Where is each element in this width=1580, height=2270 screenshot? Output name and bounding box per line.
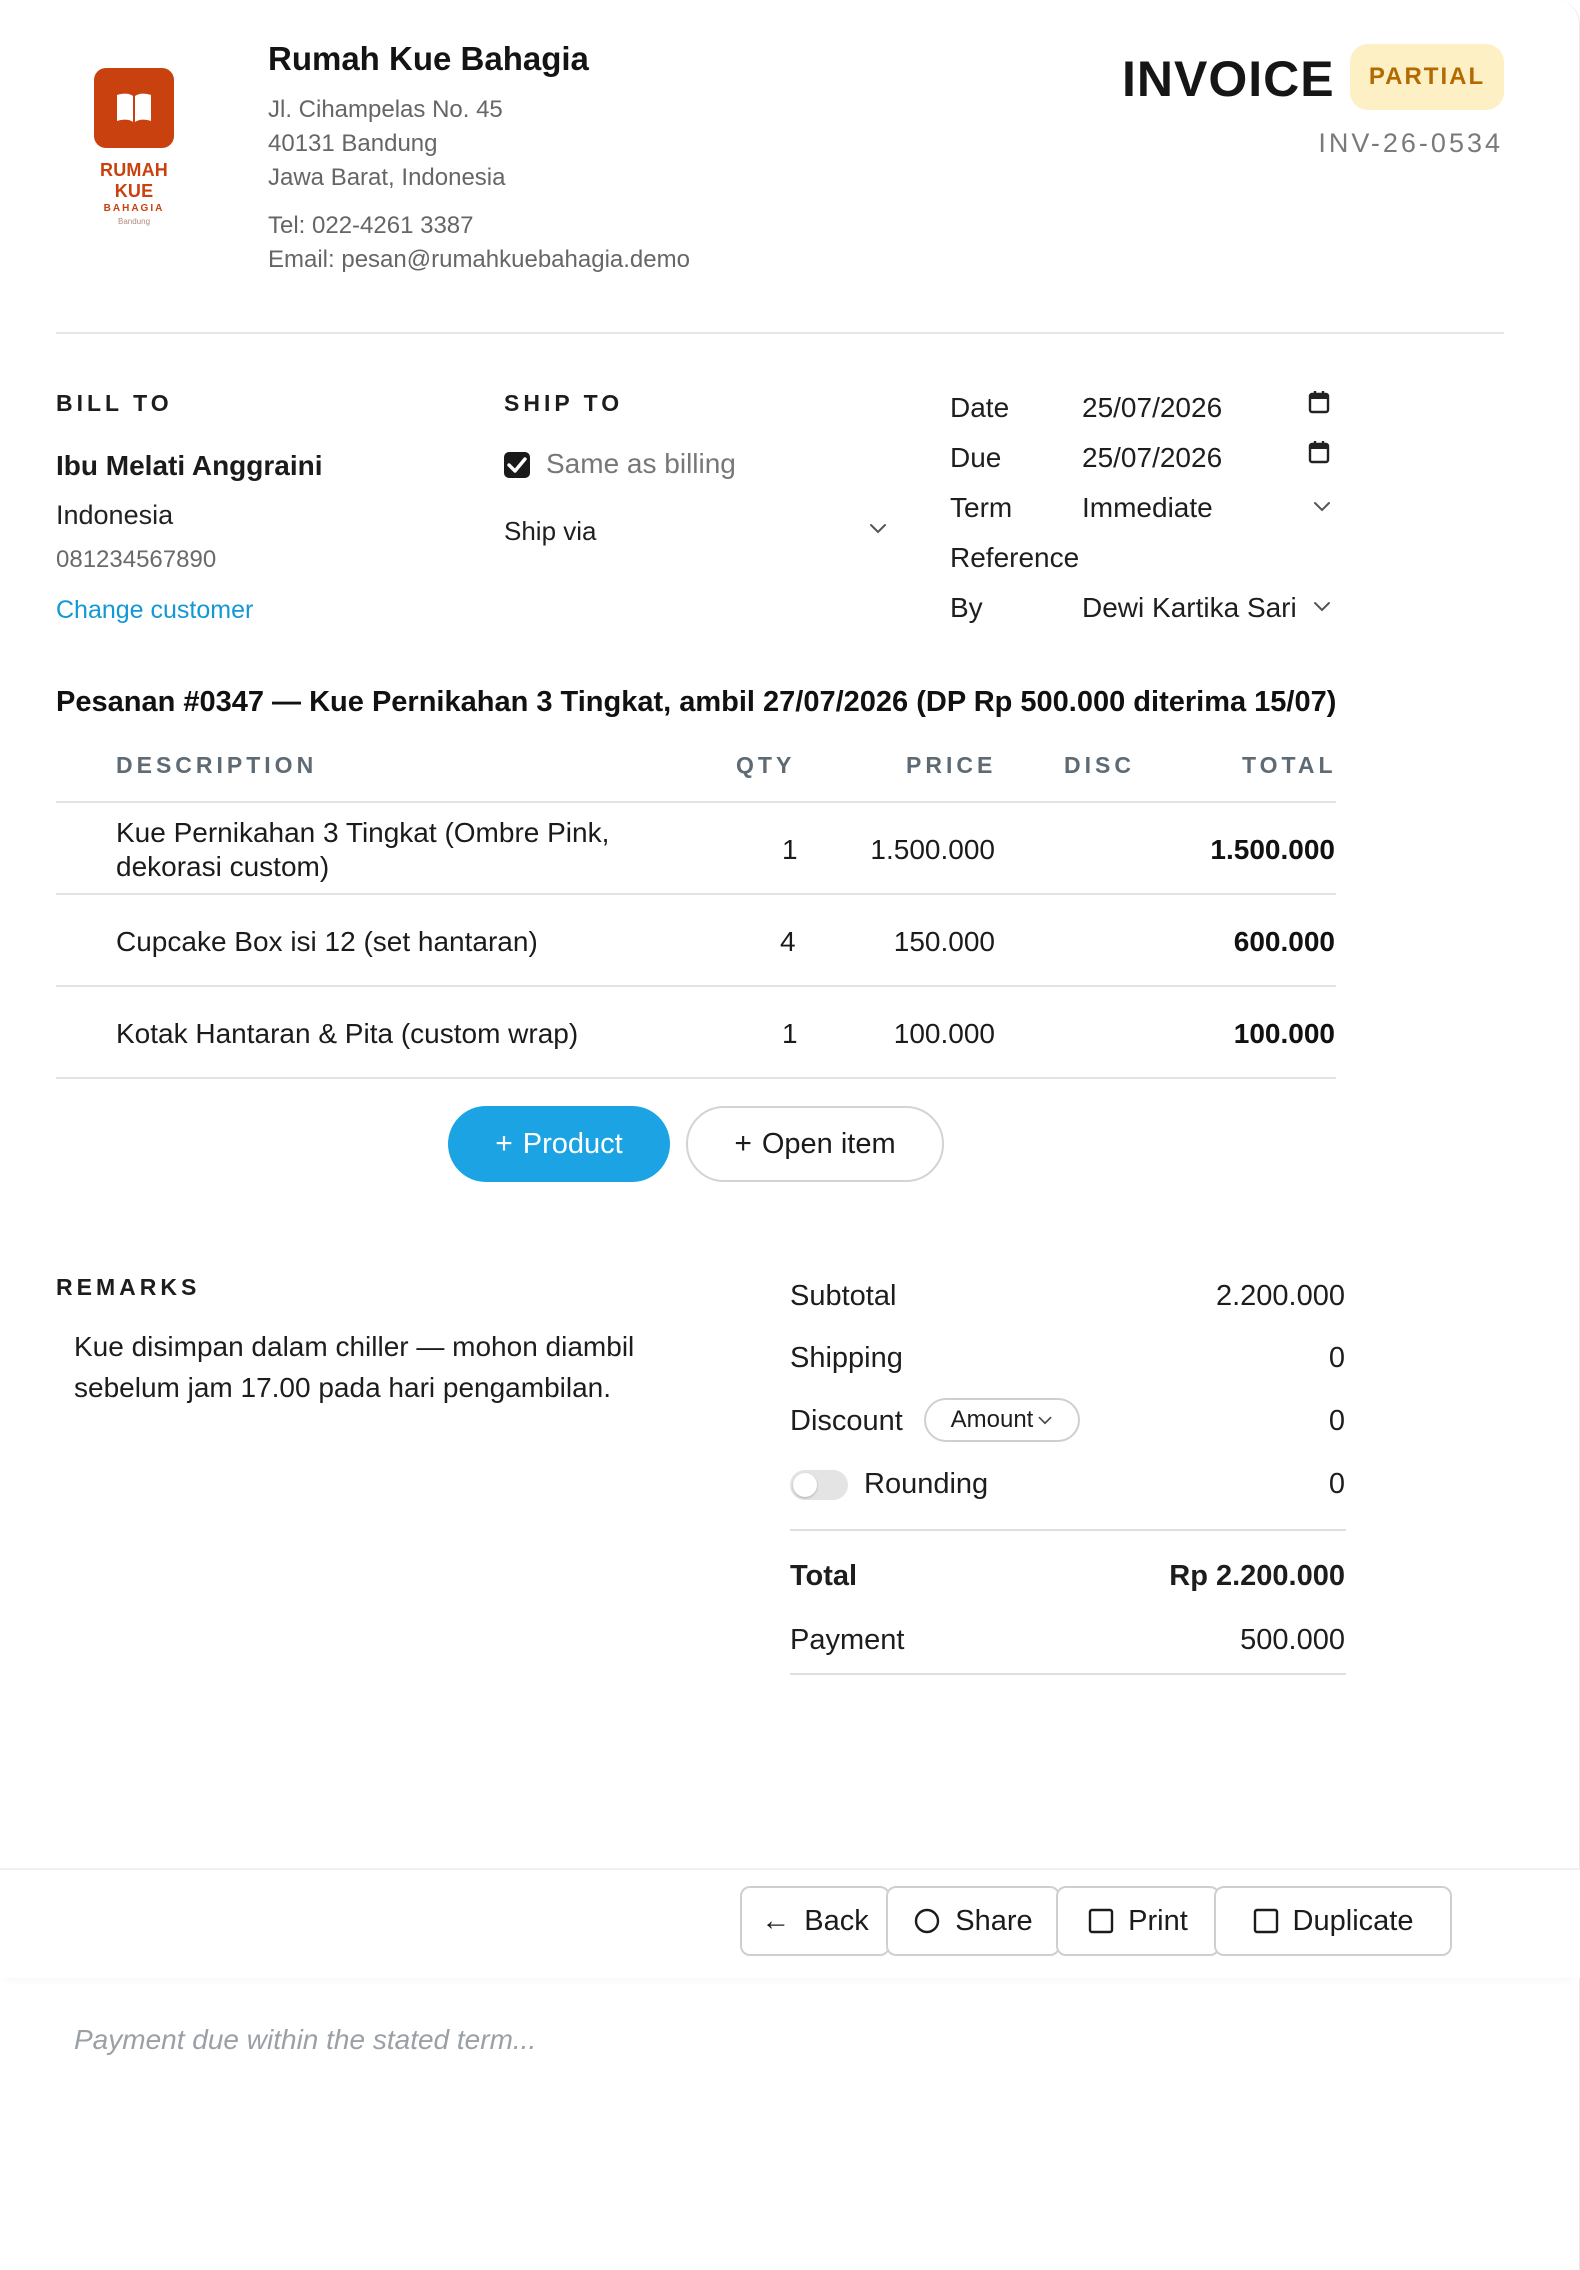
share-label: Share bbox=[955, 1904, 1033, 1937]
chevron-down-icon[interactable] bbox=[1312, 496, 1332, 516]
shipping-label: Shipping bbox=[790, 1342, 903, 1374]
rounding-value: 0 bbox=[1328, 1468, 1345, 1500]
square-icon bbox=[1088, 1908, 1114, 1934]
bill-to-heading: BILL TO bbox=[56, 390, 173, 416]
same-as-billing-checkbox[interactable] bbox=[504, 452, 530, 478]
discount-label: Discount bbox=[790, 1405, 903, 1437]
payment-label: Payment bbox=[790, 1624, 905, 1656]
column-header-total: TOTAL bbox=[1242, 752, 1337, 778]
back-label: Back bbox=[804, 1904, 869, 1937]
rounding-toggle[interactable] bbox=[790, 1470, 848, 1500]
add-product-button[interactable] bbox=[448, 1106, 670, 1182]
due-date-field[interactable]: 25/07/2026 bbox=[1082, 442, 1223, 473]
term-select[interactable]: Immediate bbox=[1082, 492, 1213, 523]
item-qty[interactable]: 4 bbox=[780, 926, 796, 957]
item-price[interactable]: 150.000 bbox=[893, 926, 995, 957]
term-label: Term bbox=[950, 492, 1013, 523]
company-name: Rumah Kue Bahagia bbox=[268, 40, 589, 77]
customer-name: Ibu Melati Anggraini bbox=[56, 450, 323, 481]
discount-value[interactable]: 0 bbox=[1328, 1405, 1345, 1437]
chevron-down-icon[interactable] bbox=[1312, 596, 1332, 616]
item-description[interactable]: Cupcake Box isi 12 (set hantaran) bbox=[116, 926, 538, 957]
item-total: 1.500.000 bbox=[1210, 834, 1335, 865]
invoice-title: INVOICE bbox=[1122, 51, 1335, 107]
logo-text: RUMAH KUE bbox=[100, 160, 168, 201]
ship-via-select[interactable]: Ship via bbox=[504, 516, 597, 546]
item-description[interactable] bbox=[116, 816, 609, 884]
invoice-number: INV-26-0534 bbox=[1318, 128, 1503, 158]
discount-mode-value: Amount bbox=[950, 1406, 1034, 1433]
table-divider bbox=[56, 893, 1336, 895]
item-price[interactable]: 1.500.000 bbox=[870, 834, 995, 865]
item-description-line: Kue Pernikahan 3 Tingkat (Ombre Pink, bbox=[116, 817, 610, 848]
company-address-line: Jawa Barat, Indonesia bbox=[268, 164, 506, 191]
plus-icon: + bbox=[495, 1127, 513, 1160]
company-logo bbox=[84, 58, 184, 226]
status-badge: PARTIAL bbox=[1350, 44, 1504, 110]
total-value: Rp 2.200.000 bbox=[1169, 1560, 1345, 1592]
column-header-price: PRICE bbox=[906, 752, 997, 778]
item-description-line: dekorasi custom) bbox=[116, 851, 330, 882]
by-label: By bbox=[950, 592, 983, 623]
totals-divider bbox=[790, 1673, 1346, 1675]
calendar-icon[interactable] bbox=[1308, 390, 1330, 414]
logo-city: Bandung bbox=[117, 217, 151, 226]
total-label: Total bbox=[790, 1560, 858, 1592]
column-header-disc: DISC bbox=[1064, 752, 1135, 778]
order-title: Pesanan #0347 — Kue Pernikahan 3 Tingkat, ambil 27/07/2026 (DP Rp 500.000 diterima 15/07) bbox=[56, 686, 1337, 718]
duplicate-label: Duplicate bbox=[1292, 1904, 1414, 1937]
header-divider bbox=[56, 332, 1504, 334]
chevron-down-icon[interactable] bbox=[868, 518, 888, 538]
back-button[interactable] bbox=[740, 1886, 890, 1956]
remarks-text[interactable]: Kue disimpan dalam chiller — mohon diambil sebelum jam 17.00 pada hari pengambilan. bbox=[74, 1331, 635, 1403]
table-divider bbox=[56, 1077, 1336, 1079]
print-button[interactable] bbox=[1056, 1886, 1220, 1956]
column-header-description: DESCRIPTION bbox=[116, 752, 318, 778]
add-product-label: Product bbox=[522, 1127, 623, 1160]
company-address-line: 40131 Bandung bbox=[268, 130, 438, 157]
ship-to-heading: SHIP TO bbox=[504, 390, 624, 416]
duplicate-button[interactable] bbox=[1214, 1886, 1452, 1956]
table-divider bbox=[56, 801, 1336, 803]
rounding-label: Rounding bbox=[864, 1468, 989, 1500]
salesperson-select[interactable]: Dewi Kartika Sari bbox=[1082, 592, 1297, 623]
footer-note-input[interactable]: Payment due within the stated term... bbox=[74, 2024, 537, 2055]
table-divider bbox=[56, 985, 1336, 987]
due-label: Due bbox=[950, 442, 1002, 473]
same-as-billing-label[interactable]: Same as billing bbox=[546, 448, 736, 479]
checkmark-icon bbox=[507, 456, 527, 474]
customer-country: Indonesia bbox=[56, 500, 174, 530]
company-email: Email: pesan@rumahkuebahagia.demo bbox=[268, 246, 690, 273]
plus-icon: + bbox=[734, 1127, 752, 1160]
reference-label: Reference bbox=[950, 542, 1080, 573]
calendar-icon[interactable] bbox=[1308, 440, 1330, 464]
chevron-down-icon bbox=[1037, 1412, 1053, 1428]
discount-mode-select[interactable] bbox=[924, 1398, 1080, 1442]
arrow-left-icon: ← bbox=[761, 1904, 791, 1937]
print-label: Print bbox=[1128, 1904, 1188, 1937]
customer-phone: 081234567890 bbox=[56, 546, 217, 573]
totals-divider bbox=[790, 1529, 1346, 1531]
date-label: Date bbox=[950, 392, 1010, 423]
payment-value: 500.000 bbox=[1240, 1624, 1345, 1656]
item-qty[interactable]: 1 bbox=[782, 834, 798, 865]
add-open-item-button[interactable] bbox=[686, 1106, 944, 1182]
company-phone: Tel: 022-4261 3387 bbox=[268, 212, 474, 239]
shipping-value[interactable]: 0 bbox=[1328, 1342, 1345, 1374]
circle-icon bbox=[913, 1907, 941, 1935]
logo-subtext: BAHAGIA bbox=[103, 203, 165, 214]
item-description[interactable]: Kotak Hantaran & Pita (custom wrap) bbox=[116, 1018, 579, 1049]
company-address-line: Jl. Cihampelas No. 45 bbox=[268, 96, 503, 123]
column-header-qty: QTY bbox=[736, 752, 796, 778]
subtotal-label: Subtotal bbox=[790, 1280, 897, 1312]
add-open-item-label: Open item bbox=[761, 1127, 896, 1160]
remarks-heading: REMARKS bbox=[56, 1274, 201, 1300]
item-total: 600.000 bbox=[1233, 926, 1335, 957]
item-qty[interactable]: 1 bbox=[782, 1018, 798, 1049]
item-total: 100.000 bbox=[1233, 1018, 1335, 1049]
date-field[interactable]: 25/07/2026 bbox=[1082, 392, 1223, 423]
item-price[interactable]: 100.000 bbox=[893, 1018, 995, 1049]
book-icon bbox=[94, 68, 174, 148]
change-customer-link[interactable]: Change customer bbox=[56, 596, 254, 624]
subtotal-value: 2.200.000 bbox=[1215, 1280, 1345, 1312]
share-button[interactable] bbox=[886, 1886, 1060, 1956]
square-icon bbox=[1253, 1908, 1279, 1934]
toggle-knob bbox=[793, 1473, 817, 1497]
